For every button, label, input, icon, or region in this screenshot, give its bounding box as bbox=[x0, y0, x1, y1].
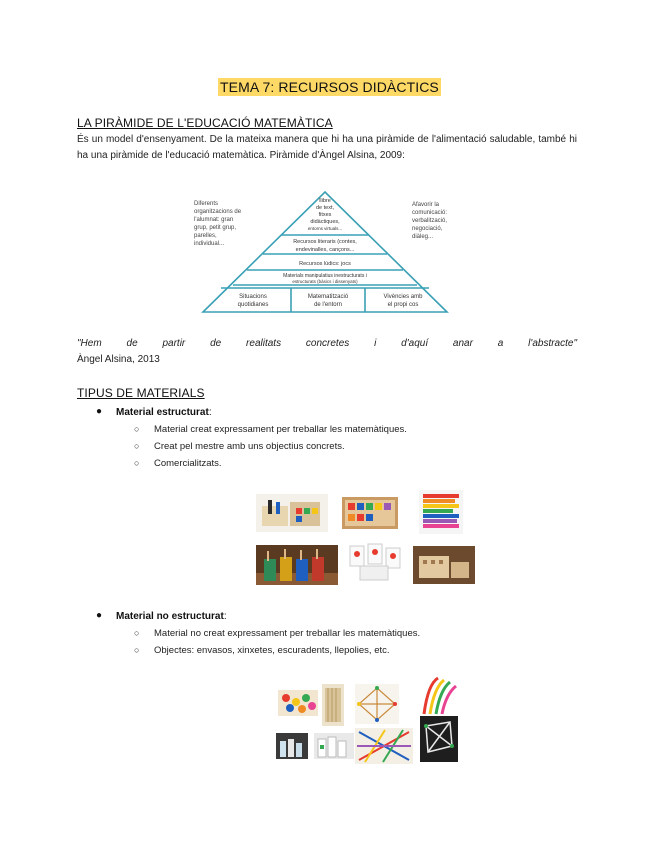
pyramid-base-3-line-2: el propi cos bbox=[387, 302, 419, 308]
section-heading-materials: TIPUS DE MATERIALS bbox=[77, 386, 205, 400]
pyramid-level2-line-2: endevinalles, cançons... bbox=[295, 247, 355, 253]
pyramid-top-line-2: de text, bbox=[315, 205, 335, 211]
unstructured-material-photo-1 bbox=[278, 690, 318, 716]
pyramid-base-2-line-2: de l'entorn bbox=[314, 302, 342, 308]
unstructured-material-photo-3 bbox=[355, 684, 399, 724]
unstructured-material-photo-8 bbox=[420, 716, 458, 762]
intro-paragraph: És un model d'ensenyament. De la mateixa manera que hi ha una piràmide de l'alimentació saludable, també hi ha una piràmide de l'educació matemàtica. Piràmide d'Àngel Alsina, 2009: bbox=[77, 134, 577, 161]
list-item: ○ Objectes: envasos, xinxetes, escuradents, llepolies, etc. bbox=[134, 645, 390, 656]
unstructured-material-photo-2 bbox=[322, 684, 344, 726]
unstructured-material-photo-4 bbox=[418, 674, 458, 716]
structured-material-photo-3 bbox=[419, 490, 463, 534]
structured-material-photo-1 bbox=[256, 494, 328, 532]
list-item: ○ Material no creat expressament per treballar les matemàtiques. bbox=[134, 628, 421, 639]
structured-material-photo-2 bbox=[342, 497, 398, 529]
bullet-icon: ● bbox=[96, 406, 103, 417]
pyramid-left-note: Diferents organitzacions de l'alumnat: gran grup, petit grup, parelles, individual... bbox=[194, 201, 242, 247]
pyramid-base-1-line-2: quotidianes bbox=[237, 302, 269, 308]
pyramid-top-line-4: didàctiques, bbox=[310, 219, 340, 225]
page-title: TEMA 7: RECURSOS DIDÀCTICS bbox=[220, 79, 439, 95]
structured-material-photo-4 bbox=[256, 545, 338, 585]
pyramid-level2-line-1: Recursos literaris (contes, bbox=[293, 239, 357, 245]
pyramid-top-line-3: fitxes bbox=[318, 212, 332, 218]
list-item: ○ Material creat expressament per treballar les matemàtiques. bbox=[134, 424, 407, 435]
pyramid-level4-line-2: estructurats (bàsics i dissenyats) bbox=[292, 279, 358, 284]
bullet-label: Material no estructurat bbox=[116, 611, 224, 622]
pyramid-base-3-line-1: Vivències amb bbox=[383, 294, 423, 300]
pyramid-level3: Recursos lúdics: jocs bbox=[299, 261, 351, 267]
math-education-pyramid bbox=[195, 188, 450, 314]
pyramid-right-note: Afavorir la comunicació: verbalització, negociació, diàleg... bbox=[412, 202, 448, 240]
quote-author: Àngel Alsina, 2013 bbox=[77, 354, 160, 365]
section-heading-pyramid: LA PIRÀMIDE DE L'EDUCACIÓ MATEMÀTICA bbox=[77, 116, 333, 130]
structured-material-photo-5 bbox=[346, 540, 402, 584]
list-item: ○ Creat pel mestre amb uns objectius concrets. bbox=[134, 441, 345, 452]
unstructured-material-photo-5 bbox=[276, 733, 308, 759]
bullet-label: Material estructurat bbox=[116, 407, 209, 418]
pyramid-top-line-5: entorns virtuals... bbox=[307, 226, 343, 231]
pyramid-base-1-line-1: Situacions bbox=[239, 294, 267, 300]
unstructured-material-photo-6 bbox=[314, 733, 354, 759]
pyramid-top-line-1: llibre bbox=[319, 198, 331, 204]
quote-text: "Hem de partir de realitats concretes i d'aquí anar a l'abstracte" bbox=[77, 338, 577, 349]
list-item: ○ Comercialitzats. bbox=[134, 458, 222, 469]
pyramid-level4-line-1: Materials manipulatius inestructurats i bbox=[283, 273, 367, 279]
bullet-icon: ● bbox=[96, 610, 103, 621]
structured-material-photo-6 bbox=[413, 546, 475, 584]
pyramid-base-2-line-1: Matematització bbox=[307, 294, 349, 300]
unstructured-material-photo-7 bbox=[355, 728, 413, 764]
